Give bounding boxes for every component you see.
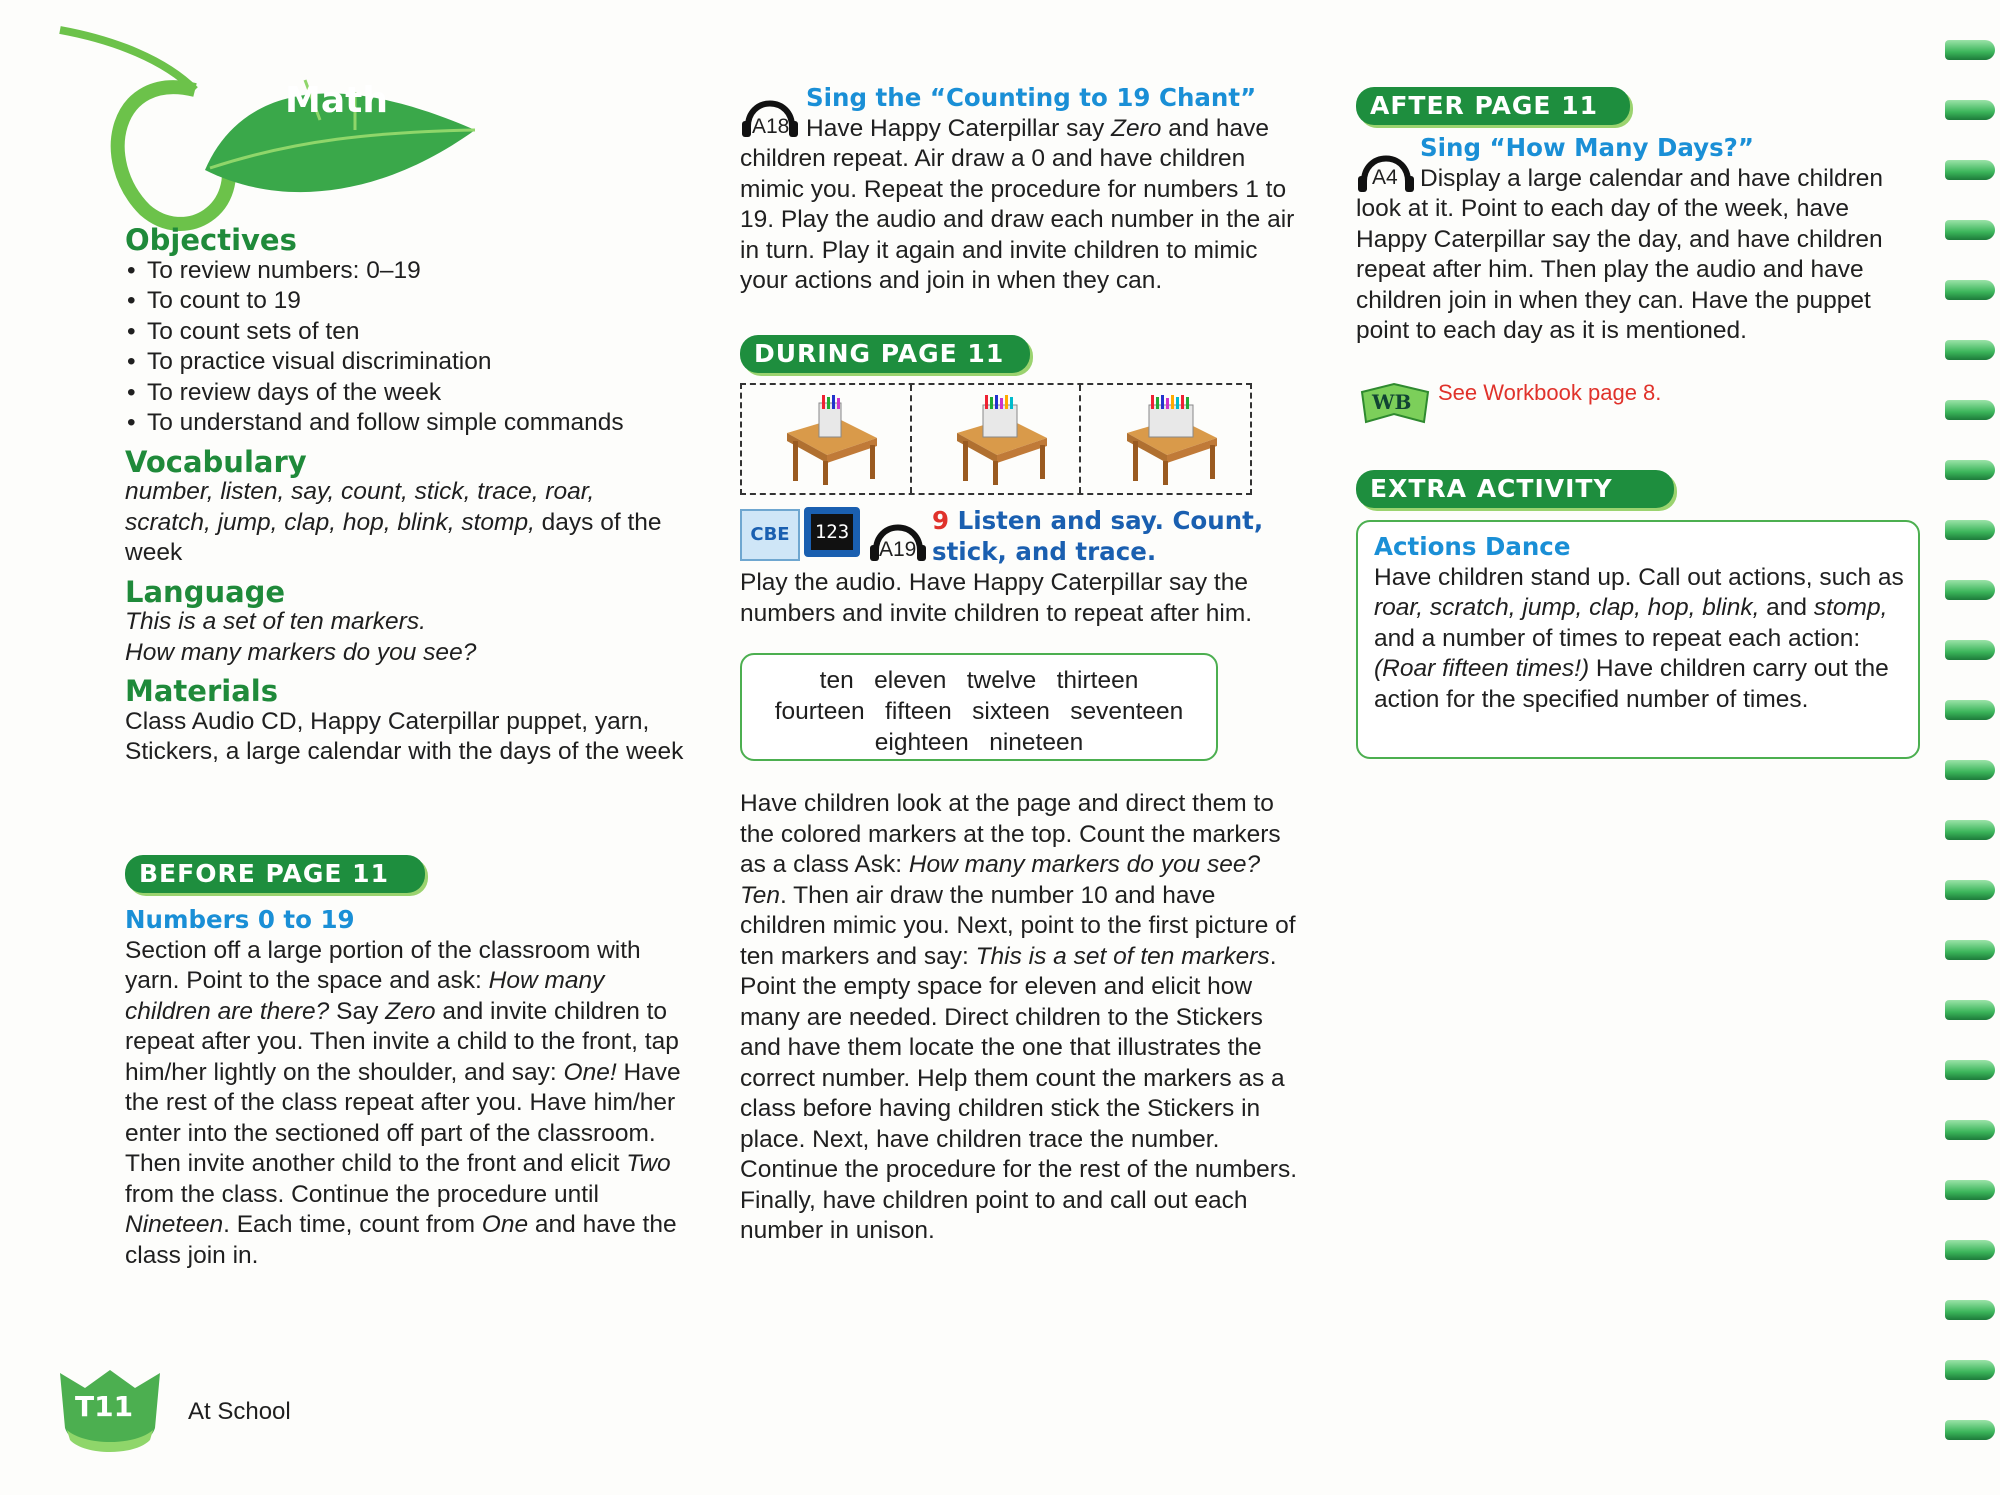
spiral-coil xyxy=(1945,580,1995,600)
list-item: • To understand and follow simple commands xyxy=(125,408,705,439)
text-run: One xyxy=(481,1211,529,1238)
spiral-coil xyxy=(1945,940,1995,960)
subject-title: Math xyxy=(285,80,388,121)
page-number: T11 xyxy=(75,1390,134,1423)
after-page-pill: AFTER PAGE 11 xyxy=(1356,87,1630,125)
activity-title-line-2: stick, and trace. xyxy=(932,537,1157,566)
track-label: A19 xyxy=(879,538,917,561)
text-run: Two xyxy=(626,1150,671,1177)
page-number-badge xyxy=(55,1368,165,1458)
list-item: • To review numbers: 0–19 xyxy=(125,256,705,287)
chant-section xyxy=(740,83,1300,297)
spiral-coil xyxy=(1945,1420,1995,1440)
spiral-binding xyxy=(1945,40,2000,1480)
spiral-coil xyxy=(1945,460,1995,480)
activity-title-line-1: Listen and say. Count, xyxy=(957,506,1264,535)
number-words-box xyxy=(740,653,1218,761)
chant-text xyxy=(740,114,1300,297)
language-line-1: This is a set of ten markers. xyxy=(125,608,426,635)
number-words-row: eighteen nineteen xyxy=(874,729,1084,756)
during-text xyxy=(740,789,1300,1247)
text-run: Have the rest of the class repeat after you. Have him/her enter into the sectioned off part of the classroom. Then invite another child to the front and elicit xyxy=(125,1058,681,1177)
extra-activity-box xyxy=(1356,520,1920,759)
spiral-coil xyxy=(1945,1180,1995,1200)
before-section xyxy=(125,905,695,1271)
column-1 xyxy=(125,225,705,768)
workbook-label: WB xyxy=(1372,390,1412,414)
spiral-coil xyxy=(1945,760,1995,780)
number-words-row: fourteen fifteen sixteen seventeen xyxy=(774,698,1184,725)
unit-name: At School xyxy=(188,1398,291,1425)
spiral-coil xyxy=(1945,820,1995,840)
objectives-list xyxy=(125,256,705,439)
text-run: Have children stand up. Call out actions, such as xyxy=(1374,563,1904,591)
text-run: Section off a large portion of the classroom with yarn. Point to the space and ask: xyxy=(125,936,641,994)
list-item: • To practice visual discrimination xyxy=(125,347,705,378)
workbook-reference: See Workbook page 8. xyxy=(1438,380,1662,405)
desk-markers-icon xyxy=(1117,393,1227,488)
spiral-coil xyxy=(1945,340,1995,360)
spiral-coil xyxy=(1945,1360,1995,1380)
extra-text xyxy=(1374,563,1904,716)
spiral-coil xyxy=(1945,100,1995,120)
spiral-coil xyxy=(1945,400,1995,420)
leaf-icon xyxy=(55,20,485,235)
materials-text: Class Audio CD, Happy Caterpillar puppet, yarn, Stickers, a large calendar with the days of the week xyxy=(125,707,684,765)
spiral-coil xyxy=(1945,160,1995,180)
before-text xyxy=(125,936,690,1272)
text-run: How many markers do you see? Ten xyxy=(740,851,1261,909)
objectives-heading: Objectives xyxy=(125,223,297,257)
numbers-icon xyxy=(804,507,860,557)
during-page-pill: DURING PAGE 11 xyxy=(740,335,1030,373)
desk-markers-icon xyxy=(947,393,1057,488)
text-run: and have the class join in. xyxy=(125,1211,677,1269)
text-run: stomp, xyxy=(1813,594,1888,621)
vocabulary-words: number, listen, say, count, stick, trace, roar, scratch, jump, clap, hop, blink, stomp, xyxy=(125,478,595,536)
picture-panel xyxy=(910,385,912,493)
track-label: A18 xyxy=(752,115,790,138)
marker-pictures xyxy=(740,383,1252,495)
during-intro: Play the audio. Have Happy Caterpillar say the numbers and invite children to repeat after him. xyxy=(740,569,1253,627)
track-label: A4 xyxy=(1372,166,1398,189)
extra-title: Actions Dance xyxy=(1374,532,1571,561)
numbers-icon-label: 123 xyxy=(811,514,853,550)
text-run: Have Happy Caterpillar say xyxy=(806,114,1112,142)
after-section xyxy=(1356,133,1916,347)
after-title: Sing “How Many Days?” xyxy=(1420,133,1754,162)
chant-title: Sing the “Counting to 19 Chant” xyxy=(806,83,1257,112)
text-run: (Roar fifteen times!) xyxy=(1374,655,1590,682)
vocabulary-tail: days of the week xyxy=(125,508,662,566)
workbook-icon xyxy=(1358,378,1432,426)
list-item: • To review days of the week xyxy=(125,378,705,409)
text-run: roar, scratch, jump, clap, hop, blink, xyxy=(1374,594,1760,621)
text-run: . Point the empty space for eleven and elicit how many are needed. Direct children to the Stickers and have them locate the one that illustrates the correct number. Help them count the markers as a class before having children stick the Stickers in place. Next, have children trace the number. Continue the procedure for the rest of the numbers. Finally, have children point to and call out each number in unison. xyxy=(740,942,1298,1244)
vocabulary-text xyxy=(125,477,665,569)
text-run: This is a set of ten markers xyxy=(975,942,1270,970)
number-words-row: ten eleven twelve thirteen xyxy=(819,667,1139,694)
during-section xyxy=(740,789,1300,1247)
activity-title xyxy=(932,505,1263,567)
spiral-coil xyxy=(1945,1060,1995,1080)
text-run: from the class. Continue the procedure until xyxy=(125,1180,599,1208)
spiral-coil xyxy=(1945,700,1995,720)
text-run: . Then air draw the number 10 and have children mimic you. Next, point to the first picture of ten markers and say: xyxy=(740,881,1296,970)
vocabulary-heading: Vocabulary xyxy=(125,444,307,479)
text-run: and xyxy=(1759,594,1814,621)
spiral-coil xyxy=(1945,1120,1995,1140)
extra-activity-pill: EXTRA ACTIVITY xyxy=(1356,470,1674,508)
list-item: • To count to 19 xyxy=(125,286,705,317)
after-text: Display a large calendar and have children look at it. Point to each day of the week, have Happy Caterpillar say the day, and have children repeat after him. Then play the audio and have children join in when they can. Have the puppet point to each day as it is mentioned. xyxy=(1356,164,1884,344)
extra-content xyxy=(1374,532,1904,715)
picture-panel xyxy=(1079,385,1081,493)
spiral-coil xyxy=(1945,220,1995,240)
text-run: and have children repeat. Air draw a 0 and have children mimic you. Repeat the procedure for numbers 1 to 19. Play the audio and draw each number in the air in turn. Play it again and invite children to mimic your actions and join in when they can. xyxy=(740,114,1295,294)
text-run: and a number of times to repeat each action: xyxy=(1374,624,1861,652)
language-line-2: How many markers do you see? xyxy=(125,638,477,666)
spiral-coil xyxy=(1945,280,1995,300)
text-run: One! xyxy=(563,1058,617,1086)
list-item: • To count sets of ten xyxy=(125,317,705,348)
text-run: Zero xyxy=(1111,114,1162,142)
text-run: Zero xyxy=(385,997,436,1025)
text-run: and invite children to repeat after you. Then invite a child to the front, tap him/her lightly on the shoulder, and say: xyxy=(125,997,679,1086)
text-run: Have children look at the page and direct them to the colored markers at the top. Count the markers as a class Ask: xyxy=(740,790,1281,878)
text-run: Have children carry out the action for the specified number of times. xyxy=(1374,655,1889,713)
before-page-pill: BEFORE PAGE 11 xyxy=(125,855,425,893)
spiral-coil xyxy=(1945,1300,1995,1320)
spiral-coil xyxy=(1945,1240,1995,1260)
text-run: Say xyxy=(329,997,386,1025)
text-run: Nineteen xyxy=(125,1211,224,1238)
desk-markers-icon xyxy=(777,393,887,488)
spiral-coil xyxy=(1945,40,1995,60)
before-title: Numbers 0 to 19 xyxy=(125,905,355,934)
language-heading: Language xyxy=(125,574,286,609)
cbe-badge: CBE xyxy=(740,509,800,561)
text-run: . Each time, count from xyxy=(223,1211,482,1238)
spiral-coil xyxy=(1945,880,1995,900)
spiral-coil xyxy=(1945,640,1995,660)
spiral-coil xyxy=(1945,1000,1995,1020)
activity-number: 9 xyxy=(932,506,950,535)
spiral-coil xyxy=(1945,520,1995,540)
header-leaf xyxy=(55,20,485,235)
text-run: How many children are there? xyxy=(125,967,605,1025)
materials-heading: Materials xyxy=(125,674,278,708)
